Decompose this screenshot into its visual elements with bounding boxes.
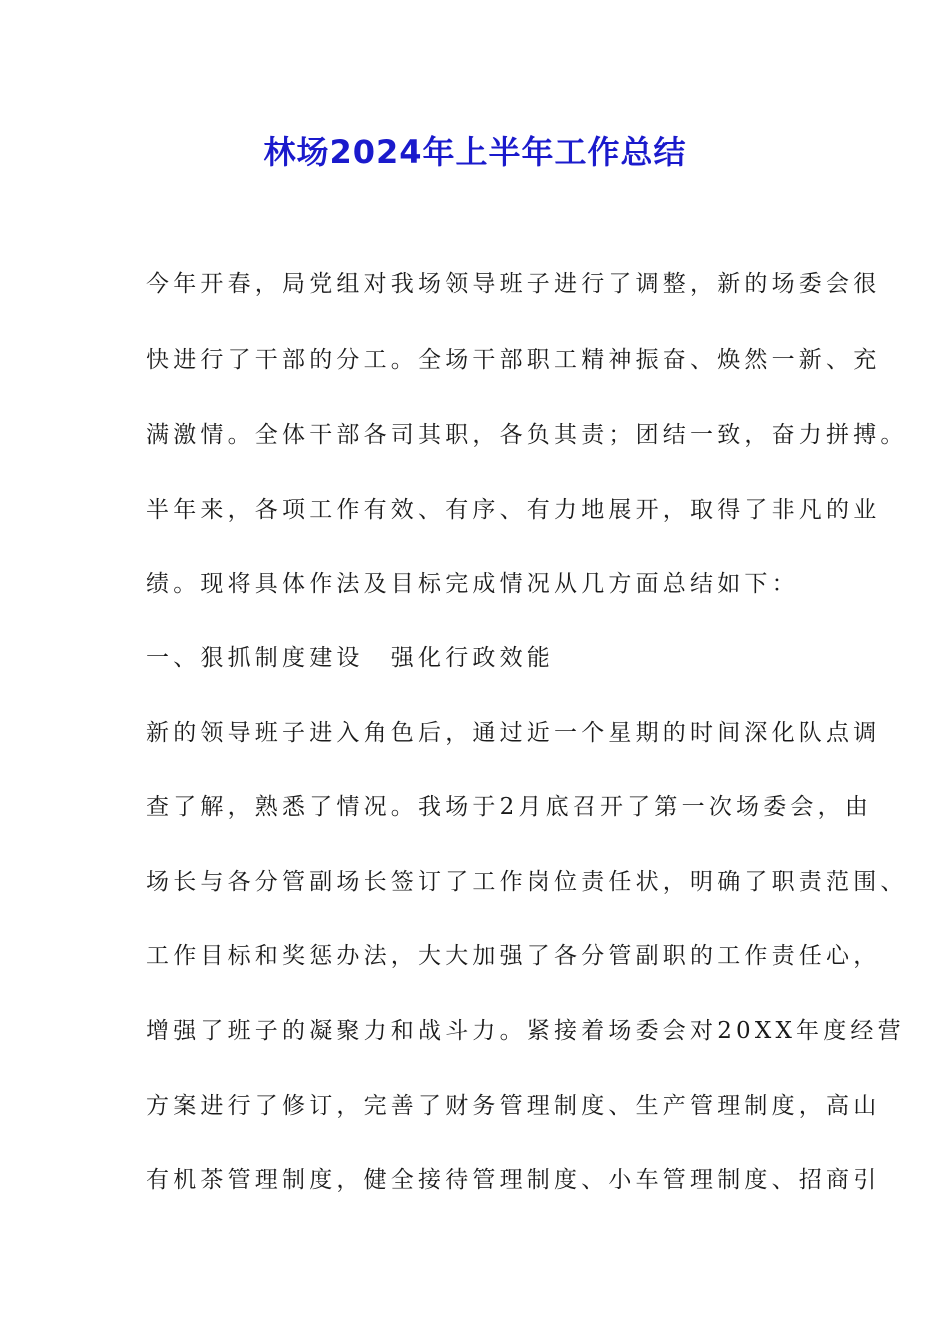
body-text-line: 今年开春，局党组对我场领导班子进行了调整，新的场委会很: [146, 271, 881, 297]
body-text-line: 增强了班子的凝聚力和战斗力。紧接着场委会对20XX年度经营: [146, 1018, 905, 1044]
body-text-line: 方案进行了修订，完善了财务管理制度、生产管理制度，高山: [146, 1093, 881, 1119]
body-text-line: 绩。现将具体作法及目标完成情况从几方面总结如下：: [146, 571, 799, 597]
body-text-line: 场长与各分管副场长签订了工作岗位责任状，明确了职责范围、: [146, 869, 908, 895]
body-text-line: 半年来，各项工作有效、有序、有力地展开，取得了非凡的业: [146, 497, 881, 523]
body-text-line: 工作目标和奖惩办法，大大加强了各分管副职的工作责任心，: [146, 943, 881, 969]
body-text-line: 有机茶管理制度，健全接待管理制度、小车管理制度、招商引: [146, 1167, 881, 1193]
document-title: 林场2024年上半年工作总结: [263, 133, 687, 171]
section-heading: 一、狠抓制度建设 强化行政效能: [146, 645, 554, 671]
body-text-line: 新的领导班子进入角色后，通过近一个星期的时间深化队点调: [146, 720, 881, 746]
body-text-line: 快进行了干部的分工。全场干部职工精神振奋、焕然一新、充: [146, 347, 881, 373]
body-text-line: 查了解，熟悉了情况。我场于2月底召开了第一次场委会，由: [146, 794, 873, 820]
body-text-line: 满激情。全体干部各司其职，各负其责；团结一致，奋力拼搏。: [146, 422, 908, 448]
